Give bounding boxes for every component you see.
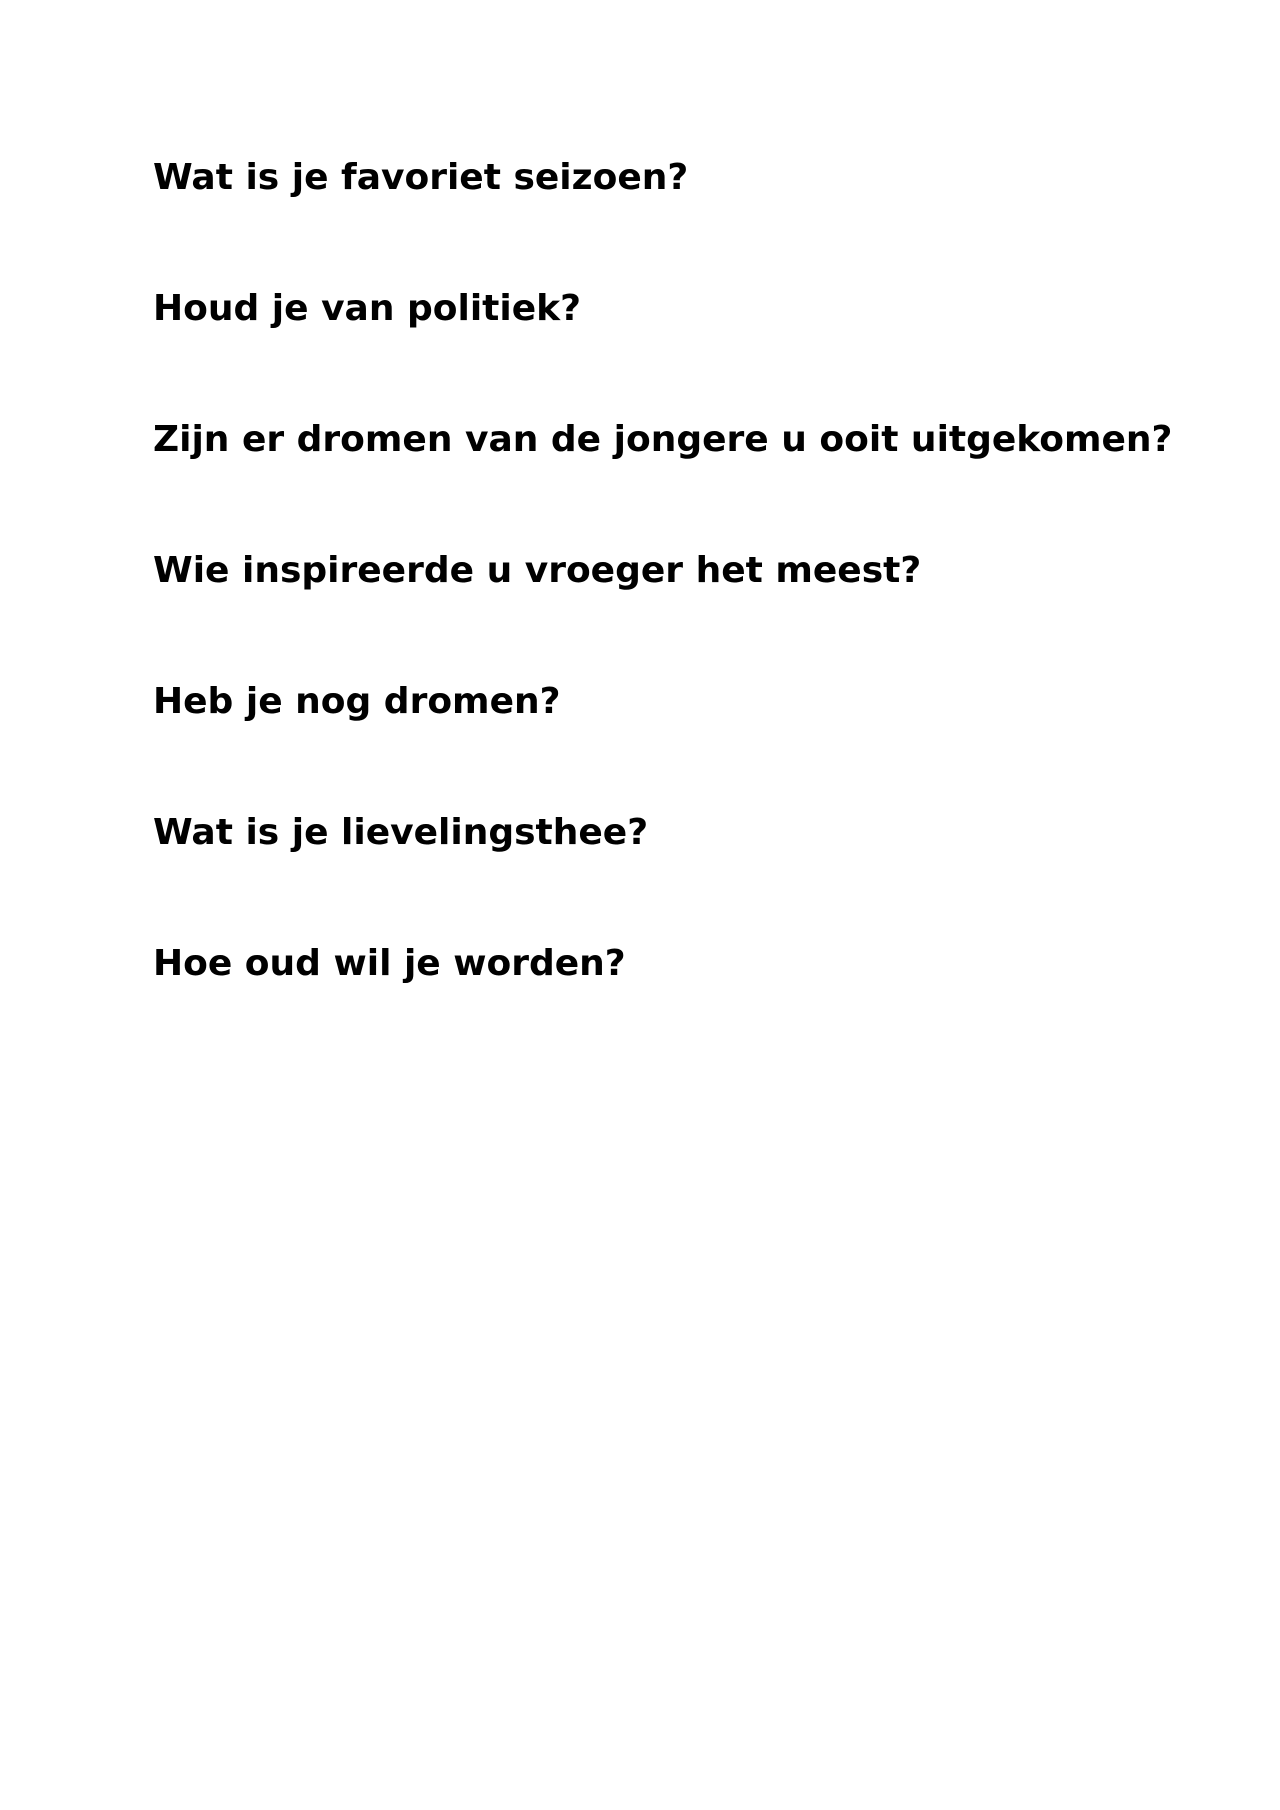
question-list (153, 152, 1172, 1069)
question-item: Wie inspireerde u vroeger het meest? (153, 550, 922, 591)
question-item: Wat is je lievelingsthee? (153, 812, 649, 853)
question-item: Houd je van politiek? (153, 288, 581, 329)
question-item: Hoe oud wil je worden? (153, 943, 626, 984)
question-item: Zijn er dromen van de jongere u ooit uitgekomen? (153, 419, 1173, 460)
question-item: Wat is je favoriet seizoen? (153, 157, 689, 198)
question-item: Heb je nog dromen? (153, 681, 561, 722)
